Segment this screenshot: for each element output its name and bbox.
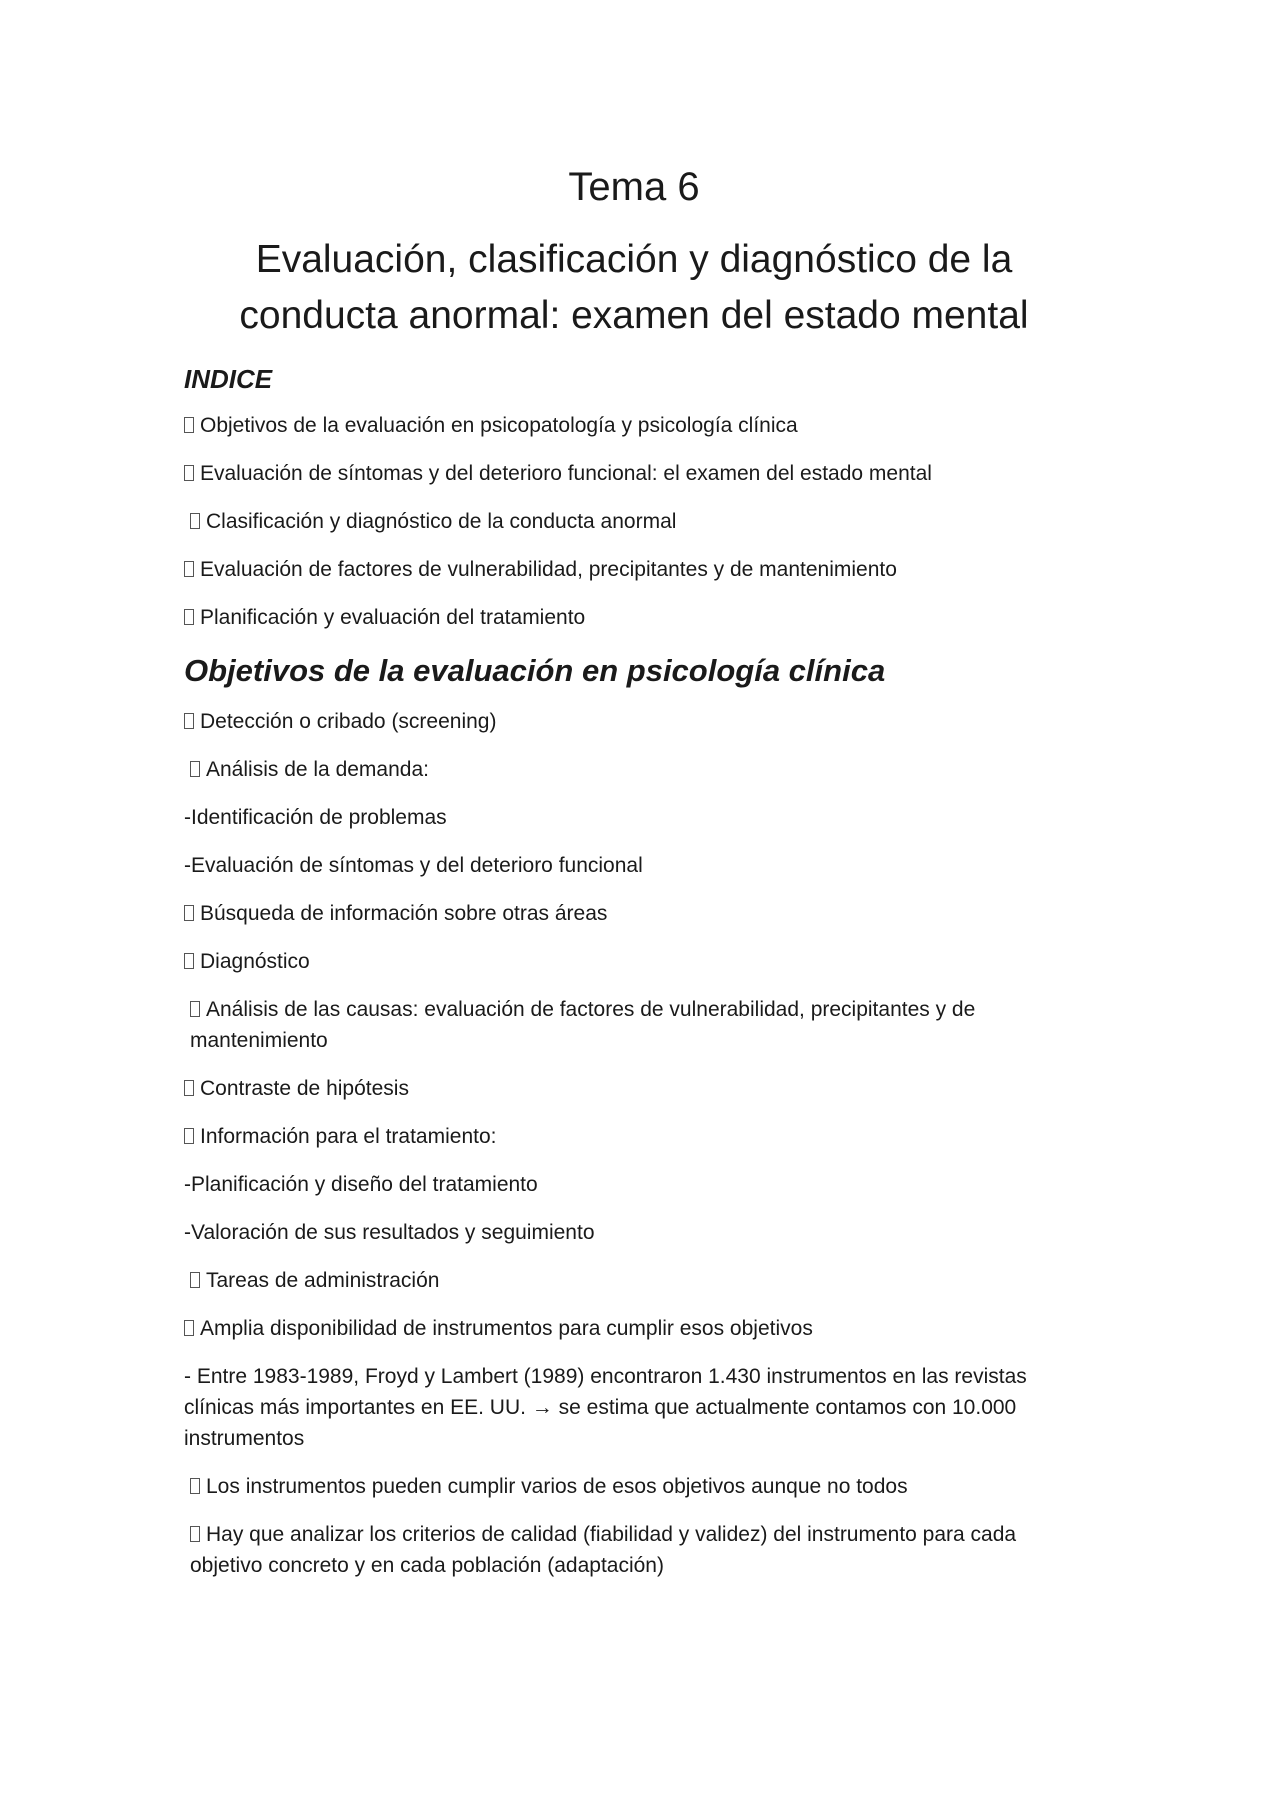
missing-glyph-bullet-icon (190, 1478, 200, 1494)
missing-glyph-bullet-icon (184, 1128, 194, 1144)
missing-glyph-bullet-icon (190, 1272, 200, 1288)
bullet-paragraph: Contraste de hipótesis (184, 1073, 1084, 1104)
index-item: Clasificación y diagnóstico de la conducta anormal (184, 506, 1084, 537)
index-item: Evaluación de factores de vulnerabilidad, precipitantes y de mantenimiento (184, 554, 1084, 585)
missing-glyph-bullet-icon (190, 513, 200, 529)
bullet-paragraph: Análisis de la demanda: (184, 754, 1084, 785)
missing-glyph-bullet-icon (184, 465, 194, 481)
page-subtitle (184, 232, 1084, 344)
page-title: Tema 6 (568, 165, 700, 209)
missing-glyph-bullet-icon (190, 761, 200, 777)
missing-glyph-bullet-icon (184, 609, 194, 625)
missing-glyph-bullet-icon (184, 417, 194, 433)
missing-glyph-bullet-icon (184, 561, 194, 577)
bullet-paragraph: Detección o cribado (screening) (184, 706, 1084, 737)
index-heading: INDICE (184, 364, 273, 394)
bullet-paragraph: Tareas de administración (184, 1265, 1084, 1296)
bullet-paragraph: Análisis de las causas: evaluación de factores de vulnerabilidad, precipitantes y de mantenimiento (190, 998, 982, 1052)
missing-glyph-bullet-icon (184, 713, 194, 729)
missing-glyph-bullet-icon (190, 1526, 200, 1542)
subtitle-line-1: Evaluación, clasificación y diagnóstico de la (255, 238, 1013, 281)
missing-glyph-bullet-icon (184, 953, 194, 969)
bullet-paragraph: Amplia disponibilidad de instrumentos para cumplir esos objetivos (184, 1313, 1084, 1344)
dash-paragraph: -Planificación y diseño del tratamiento (184, 1173, 538, 1196)
dash-paragraph: -Evaluación de síntomas y del deterioro funcional (184, 854, 643, 877)
bullet-paragraph: Búsqueda de información sobre otras áreas (184, 898, 1084, 929)
subtitle-line-2: conducta anormal: examen del estado mental (239, 294, 1029, 337)
bullet-paragraph: Los instrumentos pueden cumplir varios de esos objetivos aunque no todos (184, 1471, 1084, 1502)
missing-glyph-bullet-icon (184, 905, 194, 921)
missing-glyph-bullet-icon (184, 1080, 194, 1096)
index-item: Planificación y evaluación del tratamiento (184, 602, 1084, 633)
document-content (184, 150, 1084, 1598)
bullet-paragraph: Información para el tratamiento: (184, 1121, 1084, 1152)
section-heading: Objetivos de la evaluación en psicología clínica (184, 653, 886, 688)
bullet-paragraph: Diagnóstico (184, 946, 1084, 977)
missing-glyph-bullet-icon (184, 1320, 194, 1336)
dash-paragraph: -Identificación de problemas (184, 806, 447, 829)
index-item: Objetivos de la evaluación en psicopatología y psicología clínica (184, 410, 1084, 441)
dash-paragraph: -Valoración de sus resultados y seguimiento (184, 1221, 595, 1244)
bullet-paragraph: Hay que analizar los criterios de calidad (fiabilidad y validez) del instrumento para cada objetivo concreto y en cada población (adaptación) (190, 1523, 1022, 1577)
missing-glyph-bullet-icon (190, 1001, 200, 1017)
index-item: Evaluación de síntomas y del deterioro funcional: el examen del estado mental (184, 458, 1084, 489)
dash-paragraph: - Entre 1983-1989, Froyd y Lambert (1989) encontraron 1.430 instrumentos en las revistas clínicas más importantes en EE. UU. → se estima que actualmente contamos con 10.000 instrumentos (184, 1365, 1033, 1450)
